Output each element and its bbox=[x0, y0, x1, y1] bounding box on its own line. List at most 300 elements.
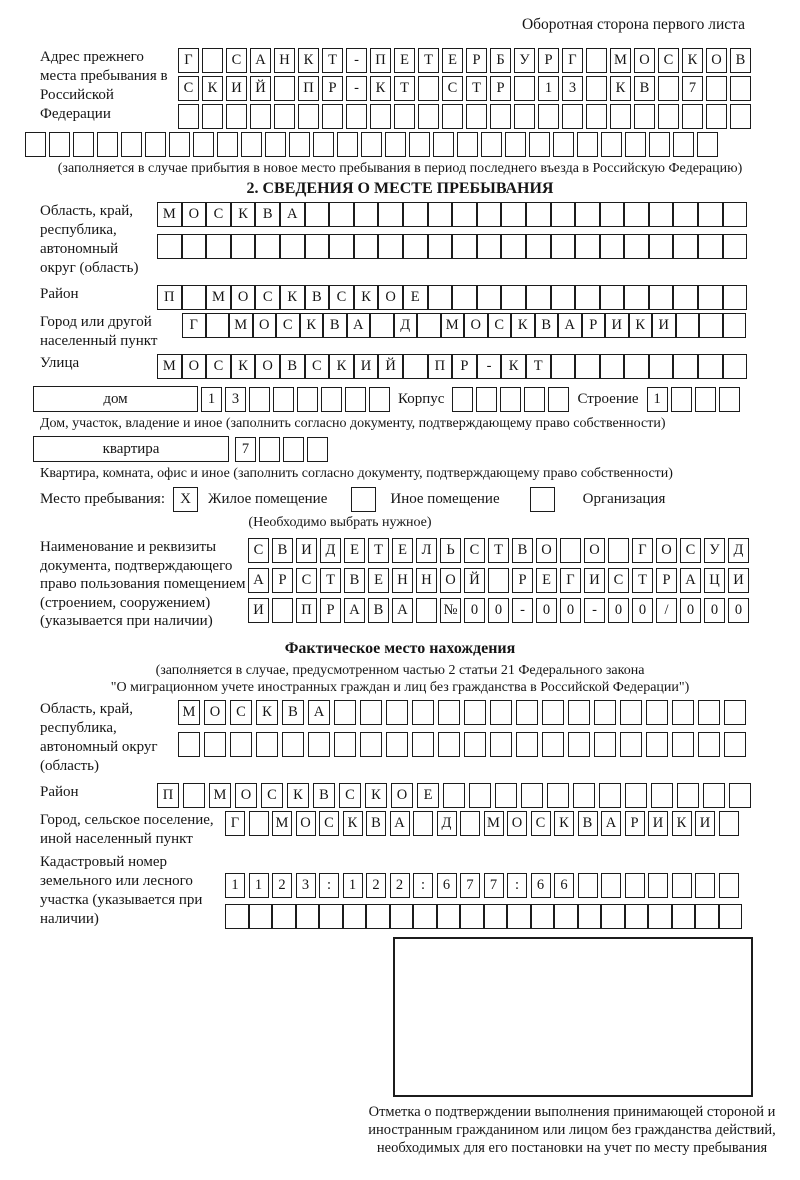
char-cell[interactable]: М bbox=[157, 202, 182, 227]
char-cell[interactable]: Т bbox=[526, 354, 551, 379]
char-cell[interactable] bbox=[625, 132, 646, 157]
char-cell[interactable]: М bbox=[178, 700, 200, 725]
char-cell[interactable] bbox=[225, 904, 249, 929]
char-cell[interactable] bbox=[562, 104, 583, 129]
char-cell[interactable] bbox=[386, 700, 408, 725]
char-cell[interactable]: 1 bbox=[647, 387, 668, 412]
char-cell[interactable] bbox=[575, 354, 600, 379]
char-cell[interactable] bbox=[313, 132, 334, 157]
char-cell[interactable]: О bbox=[204, 700, 226, 725]
char-cell[interactable] bbox=[202, 48, 223, 73]
char-cell[interactable]: А bbox=[392, 598, 413, 623]
char-cell[interactable]: П bbox=[157, 285, 182, 310]
char-cell[interactable] bbox=[646, 732, 668, 757]
char-cell[interactable]: М bbox=[272, 811, 292, 836]
char-cell[interactable] bbox=[698, 202, 723, 227]
char-cell[interactable]: А bbox=[280, 202, 305, 227]
char-cell[interactable]: Р bbox=[466, 48, 487, 73]
char-cell[interactable] bbox=[703, 783, 725, 808]
char-cell[interactable] bbox=[305, 234, 330, 259]
char-cell[interactable] bbox=[600, 285, 625, 310]
char-cell[interactable] bbox=[578, 904, 602, 929]
char-cell[interactable] bbox=[698, 700, 720, 725]
char-cell[interactable]: К bbox=[202, 76, 223, 101]
char-cell[interactable] bbox=[452, 202, 477, 227]
char-cell[interactable]: С bbox=[230, 700, 252, 725]
char-cell[interactable] bbox=[620, 732, 642, 757]
char-cell[interactable] bbox=[719, 387, 740, 412]
char-cell[interactable] bbox=[547, 783, 569, 808]
char-cell[interactable]: Т bbox=[394, 76, 415, 101]
char-cell[interactable]: С bbox=[339, 783, 361, 808]
char-cell[interactable]: О bbox=[182, 354, 207, 379]
char-cell[interactable] bbox=[460, 904, 484, 929]
char-cell[interactable] bbox=[273, 387, 294, 412]
char-cell[interactable]: В bbox=[730, 48, 751, 73]
char-cell[interactable]: П bbox=[428, 354, 453, 379]
char-cell[interactable] bbox=[624, 285, 649, 310]
char-cell[interactable]: М bbox=[229, 313, 253, 338]
char-cell[interactable]: 0 bbox=[680, 598, 701, 623]
char-cell[interactable] bbox=[575, 234, 600, 259]
char-cell[interactable] bbox=[307, 437, 328, 462]
char-cell[interactable] bbox=[649, 132, 670, 157]
char-cell[interactable] bbox=[501, 285, 526, 310]
char-cell[interactable]: М bbox=[441, 313, 465, 338]
char-cell[interactable]: С bbox=[488, 313, 512, 338]
char-cell[interactable] bbox=[250, 104, 271, 129]
char-cell[interactable]: И bbox=[648, 811, 668, 836]
char-cell[interactable]: Ц bbox=[704, 568, 725, 593]
char-cell[interactable]: И bbox=[248, 598, 269, 623]
char-cell[interactable]: К bbox=[554, 811, 574, 836]
char-cell[interactable] bbox=[646, 700, 668, 725]
char-cell[interactable]: С bbox=[329, 285, 354, 310]
char-cell[interactable] bbox=[724, 700, 746, 725]
char-cell[interactable]: И bbox=[605, 313, 629, 338]
char-cell[interactable]: Р bbox=[538, 48, 559, 73]
char-cell[interactable]: В bbox=[535, 313, 559, 338]
char-cell[interactable] bbox=[548, 387, 569, 412]
char-cell[interactable]: В bbox=[280, 354, 305, 379]
char-cell[interactable] bbox=[673, 132, 694, 157]
char-cell[interactable] bbox=[296, 904, 320, 929]
char-cell[interactable] bbox=[256, 732, 278, 757]
char-cell[interactable] bbox=[437, 904, 461, 929]
char-cell[interactable] bbox=[673, 354, 698, 379]
char-cell[interactable] bbox=[476, 387, 497, 412]
char-cell[interactable] bbox=[178, 104, 199, 129]
char-cell[interactable] bbox=[634, 104, 655, 129]
char-cell[interactable]: О bbox=[507, 811, 527, 836]
char-cell[interactable] bbox=[578, 873, 598, 898]
char-cell[interactable] bbox=[507, 904, 531, 929]
char-cell[interactable]: К bbox=[501, 354, 526, 379]
char-cell[interactable]: Г bbox=[560, 568, 581, 593]
char-cell[interactable] bbox=[524, 387, 545, 412]
char-cell[interactable] bbox=[531, 904, 555, 929]
char-cell[interactable] bbox=[697, 132, 718, 157]
char-cell[interactable] bbox=[370, 104, 391, 129]
char-cell[interactable]: А bbox=[558, 313, 582, 338]
char-cell[interactable] bbox=[625, 783, 647, 808]
char-cell[interactable]: М bbox=[209, 783, 231, 808]
char-cell[interactable]: 0 bbox=[560, 598, 581, 623]
char-cell[interactable] bbox=[600, 202, 625, 227]
char-cell[interactable] bbox=[501, 202, 526, 227]
char-cell[interactable] bbox=[452, 387, 473, 412]
char-cell[interactable]: Д bbox=[320, 538, 341, 563]
char-cell[interactable] bbox=[442, 104, 463, 129]
char-cell[interactable]: К bbox=[610, 76, 631, 101]
char-cell[interactable]: 0 bbox=[464, 598, 485, 623]
char-cell[interactable]: В bbox=[634, 76, 655, 101]
char-cell[interactable]: С bbox=[248, 538, 269, 563]
char-cell[interactable] bbox=[723, 285, 748, 310]
char-cell[interactable]: У bbox=[704, 538, 725, 563]
char-cell[interactable]: - bbox=[512, 598, 533, 623]
char-cell[interactable]: С bbox=[680, 538, 701, 563]
char-cell[interactable]: А bbox=[601, 811, 621, 836]
char-cell[interactable] bbox=[658, 76, 679, 101]
char-cell[interactable] bbox=[413, 811, 433, 836]
char-cell[interactable] bbox=[594, 700, 616, 725]
char-cell[interactable]: Д bbox=[728, 538, 749, 563]
char-cell[interactable] bbox=[378, 202, 403, 227]
char-cell[interactable] bbox=[145, 132, 166, 157]
char-cell[interactable] bbox=[505, 132, 526, 157]
char-cell[interactable] bbox=[319, 904, 343, 929]
char-cell[interactable]: - bbox=[346, 48, 367, 73]
char-cell[interactable] bbox=[274, 104, 295, 129]
char-cell[interactable]: В bbox=[272, 538, 293, 563]
char-cell[interactable] bbox=[624, 354, 649, 379]
char-cell[interactable] bbox=[403, 234, 428, 259]
char-cell[interactable]: О bbox=[296, 811, 316, 836]
char-cell[interactable] bbox=[560, 538, 581, 563]
checkbox-inoe[interactable] bbox=[351, 487, 376, 512]
char-cell[interactable]: О bbox=[231, 285, 256, 310]
char-cell[interactable]: Е bbox=[417, 783, 439, 808]
char-cell[interactable]: С bbox=[206, 202, 231, 227]
char-cell[interactable]: С bbox=[305, 354, 330, 379]
char-cell[interactable] bbox=[206, 234, 231, 259]
char-cell[interactable] bbox=[542, 732, 564, 757]
char-cell[interactable]: - bbox=[584, 598, 605, 623]
char-cell[interactable]: К bbox=[287, 783, 309, 808]
char-cell[interactable]: Т bbox=[322, 48, 343, 73]
char-cell[interactable] bbox=[521, 783, 543, 808]
char-cell[interactable]: Р bbox=[490, 76, 511, 101]
char-cell[interactable] bbox=[625, 873, 645, 898]
char-cell[interactable]: С bbox=[178, 76, 199, 101]
char-cell[interactable]: 7 bbox=[484, 873, 504, 898]
char-cell[interactable]: Й bbox=[378, 354, 403, 379]
char-cell[interactable]: К bbox=[298, 48, 319, 73]
char-cell[interactable] bbox=[428, 202, 453, 227]
char-cell[interactable] bbox=[409, 132, 430, 157]
char-cell[interactable] bbox=[575, 285, 600, 310]
char-cell[interactable] bbox=[272, 904, 296, 929]
char-cell[interactable] bbox=[624, 234, 649, 259]
char-cell[interactable]: 1 bbox=[249, 873, 269, 898]
char-cell[interactable]: Е bbox=[394, 48, 415, 73]
char-cell[interactable] bbox=[672, 873, 692, 898]
char-cell[interactable] bbox=[460, 811, 480, 836]
char-cell[interactable] bbox=[183, 783, 205, 808]
char-cell[interactable]: К bbox=[354, 285, 379, 310]
char-cell[interactable]: А bbox=[390, 811, 410, 836]
char-cell[interactable] bbox=[265, 132, 286, 157]
char-cell[interactable] bbox=[501, 234, 526, 259]
char-cell[interactable]: 7 bbox=[235, 437, 256, 462]
char-cell[interactable] bbox=[249, 904, 273, 929]
char-cell[interactable]: К bbox=[280, 285, 305, 310]
char-cell[interactable] bbox=[695, 387, 716, 412]
char-cell[interactable]: М bbox=[206, 285, 231, 310]
checkbox-zhiloe[interactable]: X bbox=[173, 487, 198, 512]
char-cell[interactable] bbox=[573, 783, 595, 808]
char-cell[interactable]: № bbox=[440, 598, 461, 623]
char-cell[interactable]: С bbox=[319, 811, 339, 836]
char-cell[interactable] bbox=[672, 700, 694, 725]
char-cell[interactable] bbox=[648, 873, 668, 898]
char-cell[interactable]: 1 bbox=[201, 387, 222, 412]
char-cell[interactable] bbox=[378, 234, 403, 259]
char-cell[interactable]: А bbox=[680, 568, 701, 593]
char-cell[interactable]: Т bbox=[368, 538, 389, 563]
char-cell[interactable]: В bbox=[313, 783, 335, 808]
char-cell[interactable]: У bbox=[514, 48, 535, 73]
char-cell[interactable] bbox=[283, 437, 304, 462]
char-cell[interactable] bbox=[272, 598, 293, 623]
char-cell[interactable] bbox=[586, 104, 607, 129]
char-cell[interactable]: 3 bbox=[225, 387, 246, 412]
char-cell[interactable] bbox=[360, 700, 382, 725]
char-cell[interactable] bbox=[334, 700, 356, 725]
char-cell[interactable]: Р bbox=[272, 568, 293, 593]
char-cell[interactable]: Т bbox=[488, 538, 509, 563]
char-cell[interactable]: С bbox=[442, 76, 463, 101]
char-cell[interactable]: Т bbox=[418, 48, 439, 73]
char-cell[interactable] bbox=[488, 568, 509, 593]
char-cell[interactable] bbox=[538, 104, 559, 129]
char-cell[interactable] bbox=[625, 904, 649, 929]
char-cell[interactable]: Б bbox=[490, 48, 511, 73]
char-cell[interactable]: О bbox=[182, 202, 207, 227]
char-cell[interactable] bbox=[443, 783, 465, 808]
char-cell[interactable]: В bbox=[368, 598, 389, 623]
char-cell[interactable] bbox=[49, 132, 70, 157]
char-cell[interactable]: 7 bbox=[682, 76, 703, 101]
char-cell[interactable] bbox=[648, 904, 672, 929]
char-cell[interactable]: М bbox=[484, 811, 504, 836]
char-cell[interactable]: К bbox=[682, 48, 703, 73]
char-cell[interactable]: С bbox=[658, 48, 679, 73]
char-cell[interactable] bbox=[610, 104, 631, 129]
char-cell[interactable] bbox=[202, 104, 223, 129]
char-cell[interactable] bbox=[575, 202, 600, 227]
char-cell[interactable] bbox=[526, 234, 551, 259]
char-cell[interactable]: Т bbox=[632, 568, 653, 593]
char-cell[interactable] bbox=[672, 732, 694, 757]
char-cell[interactable]: В bbox=[255, 202, 280, 227]
char-cell[interactable] bbox=[620, 700, 642, 725]
char-cell[interactable] bbox=[182, 285, 207, 310]
char-cell[interactable]: О bbox=[464, 313, 488, 338]
char-cell[interactable]: Р bbox=[452, 354, 477, 379]
char-cell[interactable] bbox=[249, 811, 269, 836]
char-cell[interactable]: 0 bbox=[728, 598, 749, 623]
char-cell[interactable] bbox=[121, 132, 142, 157]
char-cell[interactable]: О bbox=[255, 354, 280, 379]
char-cell[interactable]: 2 bbox=[390, 873, 410, 898]
char-cell[interactable] bbox=[305, 202, 330, 227]
char-cell[interactable] bbox=[649, 202, 674, 227]
char-cell[interactable]: С bbox=[531, 811, 551, 836]
char-cell[interactable]: Р bbox=[656, 568, 677, 593]
char-cell[interactable]: Г bbox=[225, 811, 245, 836]
char-cell[interactable] bbox=[481, 132, 502, 157]
char-cell[interactable]: Г bbox=[632, 538, 653, 563]
char-cell[interactable] bbox=[723, 313, 747, 338]
char-cell[interactable] bbox=[514, 104, 535, 129]
char-cell[interactable] bbox=[354, 234, 379, 259]
char-cell[interactable]: 0 bbox=[608, 598, 629, 623]
char-cell[interactable] bbox=[658, 104, 679, 129]
char-cell[interactable]: К bbox=[256, 700, 278, 725]
char-cell[interactable]: 6 bbox=[531, 873, 551, 898]
char-cell[interactable] bbox=[529, 132, 550, 157]
char-cell[interactable] bbox=[568, 732, 590, 757]
char-cell[interactable]: Т bbox=[466, 76, 487, 101]
char-cell[interactable] bbox=[649, 285, 674, 310]
char-cell[interactable] bbox=[554, 904, 578, 929]
char-cell[interactable]: М bbox=[610, 48, 631, 73]
char-cell[interactable]: Г bbox=[178, 48, 199, 73]
char-cell[interactable]: О bbox=[391, 783, 413, 808]
char-cell[interactable] bbox=[249, 387, 270, 412]
char-cell[interactable] bbox=[551, 202, 576, 227]
char-cell[interactable] bbox=[360, 732, 382, 757]
char-cell[interactable] bbox=[329, 234, 354, 259]
char-cell[interactable]: Н bbox=[274, 48, 295, 73]
char-cell[interactable]: Й bbox=[250, 76, 271, 101]
char-cell[interactable] bbox=[298, 104, 319, 129]
char-cell[interactable] bbox=[412, 700, 434, 725]
char-cell[interactable]: М bbox=[157, 354, 182, 379]
char-cell[interactable] bbox=[698, 234, 723, 259]
char-cell[interactable] bbox=[723, 354, 748, 379]
char-cell[interactable]: : bbox=[507, 873, 527, 898]
char-cell[interactable]: И bbox=[695, 811, 715, 836]
char-cell[interactable] bbox=[601, 904, 625, 929]
char-cell[interactable]: О bbox=[440, 568, 461, 593]
char-cell[interactable] bbox=[673, 202, 698, 227]
char-cell[interactable] bbox=[551, 234, 576, 259]
char-cell[interactable] bbox=[370, 313, 394, 338]
char-cell[interactable] bbox=[417, 313, 441, 338]
char-cell[interactable] bbox=[673, 285, 698, 310]
char-cell[interactable] bbox=[412, 732, 434, 757]
char-cell[interactable] bbox=[723, 202, 748, 227]
char-cell[interactable] bbox=[600, 234, 625, 259]
char-cell[interactable] bbox=[193, 132, 214, 157]
char-cell[interactable]: Р bbox=[320, 598, 341, 623]
char-cell[interactable] bbox=[672, 904, 696, 929]
char-cell[interactable] bbox=[516, 732, 538, 757]
char-cell[interactable]: С bbox=[255, 285, 280, 310]
char-cell[interactable] bbox=[289, 132, 310, 157]
char-cell[interactable] bbox=[719, 904, 743, 929]
char-cell[interactable]: 7 bbox=[460, 873, 480, 898]
char-cell[interactable] bbox=[477, 234, 502, 259]
char-cell[interactable] bbox=[594, 732, 616, 757]
char-cell[interactable] bbox=[484, 904, 508, 929]
char-cell[interactable] bbox=[457, 132, 478, 157]
char-cell[interactable] bbox=[500, 387, 521, 412]
char-cell[interactable]: Д bbox=[437, 811, 457, 836]
char-cell[interactable]: И bbox=[354, 354, 379, 379]
char-cell[interactable] bbox=[274, 76, 295, 101]
char-cell[interactable]: А bbox=[308, 700, 330, 725]
char-cell[interactable] bbox=[418, 76, 439, 101]
char-cell[interactable]: Е bbox=[536, 568, 557, 593]
char-cell[interactable] bbox=[490, 732, 512, 757]
char-cell[interactable] bbox=[280, 234, 305, 259]
char-cell[interactable] bbox=[649, 354, 674, 379]
char-cell[interactable]: Е bbox=[403, 285, 428, 310]
char-cell[interactable]: О bbox=[656, 538, 677, 563]
char-cell[interactable] bbox=[433, 132, 454, 157]
char-cell[interactable]: С bbox=[296, 568, 317, 593]
char-cell[interactable] bbox=[206, 313, 230, 338]
char-cell[interactable] bbox=[403, 354, 428, 379]
char-cell[interactable]: О bbox=[584, 538, 605, 563]
char-cell[interactable]: А bbox=[347, 313, 371, 338]
char-cell[interactable]: - bbox=[346, 76, 367, 101]
char-cell[interactable]: 3 bbox=[296, 873, 316, 898]
char-cell[interactable] bbox=[577, 132, 598, 157]
char-cell[interactable] bbox=[719, 811, 739, 836]
char-cell[interactable]: И bbox=[584, 568, 605, 593]
char-cell[interactable]: Н bbox=[392, 568, 413, 593]
char-cell[interactable]: П bbox=[298, 76, 319, 101]
char-cell[interactable] bbox=[586, 48, 607, 73]
char-cell[interactable]: Е bbox=[442, 48, 463, 73]
char-cell[interactable] bbox=[297, 387, 318, 412]
char-cell[interactable] bbox=[464, 700, 486, 725]
char-cell[interactable]: О bbox=[235, 783, 257, 808]
char-cell[interactable]: О bbox=[378, 285, 403, 310]
char-cell[interactable] bbox=[452, 285, 477, 310]
char-cell[interactable]: К bbox=[629, 313, 653, 338]
char-cell[interactable] bbox=[418, 104, 439, 129]
char-cell[interactable]: Е bbox=[368, 568, 389, 593]
char-cell[interactable] bbox=[651, 783, 673, 808]
char-cell[interactable] bbox=[676, 313, 700, 338]
char-cell[interactable]: И bbox=[728, 568, 749, 593]
char-cell[interactable]: П bbox=[370, 48, 391, 73]
char-cell[interactable]: П bbox=[157, 783, 179, 808]
char-cell[interactable] bbox=[345, 387, 366, 412]
char-cell[interactable] bbox=[490, 700, 512, 725]
char-cell[interactable] bbox=[369, 387, 390, 412]
char-cell[interactable]: Е bbox=[392, 538, 413, 563]
char-cell[interactable] bbox=[241, 132, 262, 157]
char-cell[interactable] bbox=[673, 234, 698, 259]
char-cell[interactable]: 0 bbox=[632, 598, 653, 623]
